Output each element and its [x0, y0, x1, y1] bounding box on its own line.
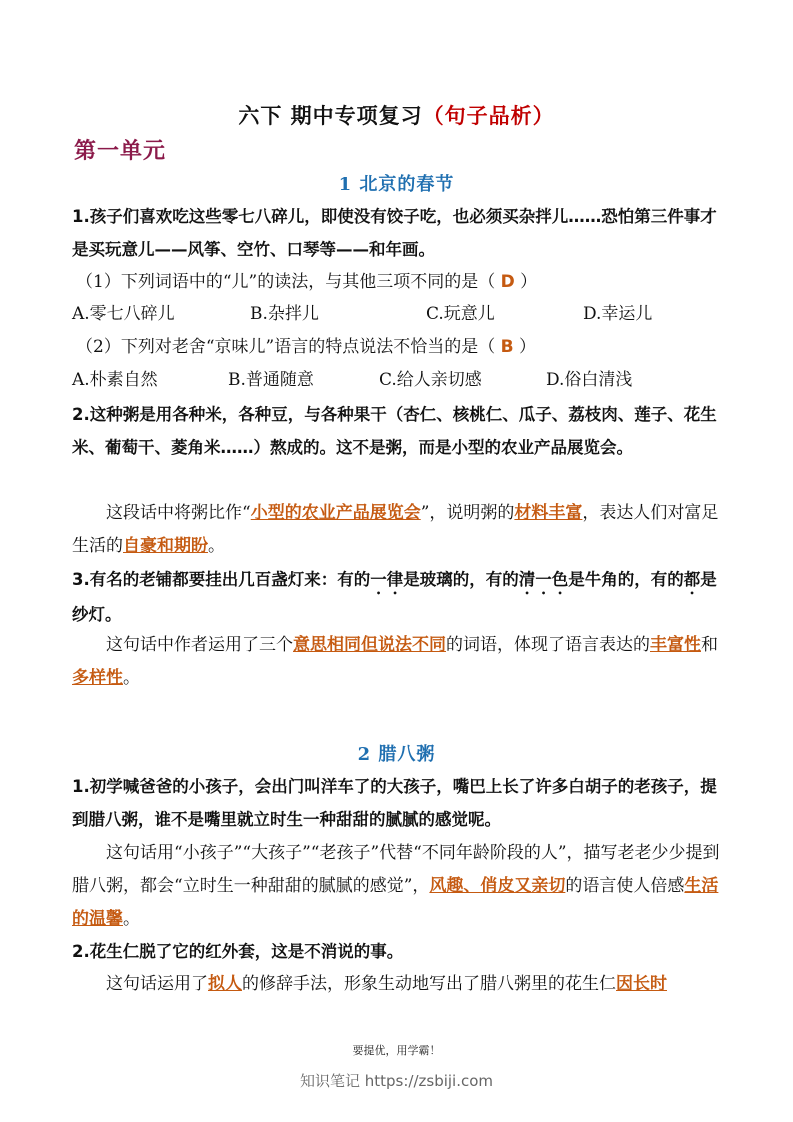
- option-c: C.给人亲切感: [379, 370, 482, 390]
- sub1-pre: （1）下列词语中的“儿”的读法，与其他三项不同的是（: [76, 272, 496, 292]
- answer-text: 的词语，体现了语言表达的: [446, 635, 650, 655]
- lesson2-q1-text: 1.初学喊爸爸的小孩子，会出门叫洋车了的大孩子，嘴巴上长了许多白胡子的老孩子，提到腊八粥，谁不是嘴里就立时生一种甜甜的腻腻的感觉呢。: [72, 777, 717, 829]
- q3-text: 3.有名的老铺都要挂出几百盏灯来：有的: [72, 570, 371, 589]
- footer-slogan: 要提优，用学霸！: [352, 1044, 441, 1057]
- answer-text: 这句话运用了: [106, 974, 208, 994]
- answer-text: 。: [123, 909, 140, 929]
- option-b: B.杂拌儿: [250, 304, 319, 324]
- lesson1-q1-options2: [72, 364, 722, 397]
- answer-blank: 拟人: [208, 974, 242, 994]
- answer-text: 这句话用“小孩子”“大孩子”“老孩子”代替“不同年龄阶段的人”，描写老老少少提到腊八粥，都会“立时生一种甜甜的腻腻的感觉”，: [72, 843, 720, 896]
- option-a: A.零七八碎儿: [72, 304, 175, 324]
- option-d: D.俗白清浅: [546, 370, 633, 390]
- answer-blank: 丰富性: [650, 635, 701, 655]
- title-main: 六下 期中专项复习: [238, 103, 423, 128]
- lesson1-heading: 1 北京的春节: [338, 174, 455, 195]
- sub2-post: ）: [518, 337, 536, 357]
- option-c: C.玩意儿: [426, 304, 495, 324]
- sub1-answer: D: [500, 272, 515, 292]
- answer-text: 。: [208, 536, 225, 556]
- answer-text: 的语言使人倍感: [565, 876, 685, 896]
- lesson2-heading: 2 腊八粥: [357, 744, 436, 765]
- lesson1-q1-options1: [72, 298, 722, 331]
- answer-text: 和: [701, 635, 718, 655]
- answer-text: 这句话中作者运用了三个: [106, 635, 293, 655]
- q3-emphasis: 清一色: [518, 570, 569, 589]
- sub1-post: ）: [520, 272, 538, 292]
- option-b: B.普通随意: [228, 370, 314, 390]
- lesson1-q2-text: 2.这种粥是用各种米，各种豆，与各种果干（杏仁、核桃仁、瓜子、荔枝肉、莲子、花生米、葡萄干、菱角米……）熬成的。这不是粥，而是小型的农业产品展览会。: [72, 405, 717, 457]
- q3-emphasis: 一律: [370, 570, 404, 589]
- unit-heading: 第一单元: [74, 138, 167, 164]
- q3-text: 是牛角的，有的: [568, 570, 684, 589]
- lesson2-q1-answer: [72, 837, 722, 936]
- lesson1-q3-text: [72, 563, 722, 631]
- lesson1-q1-text: 1.孩子们喜欢吃这些零七八碎儿，即使没有饺子吃，也必须买杂拌儿……恐怕第三件事才是买玩意儿——风筝、空竹、口琴等——和年画。: [72, 207, 717, 259]
- option-a: A.朴素自然: [72, 370, 158, 390]
- answer-blank: 意思相同但说法不同: [293, 635, 446, 655]
- answer-text: 。: [123, 668, 140, 688]
- lesson2-q2-text: 2.花生仁脱了它的红外套，这是不消说的事。: [72, 942, 404, 961]
- answer-blank: 多样性: [72, 668, 123, 688]
- answer-blank: 生活的温馨: [72, 876, 719, 929]
- title-paren: （句子品析）: [422, 103, 555, 128]
- answer-text: 这段话中将粥比作“: [106, 503, 251, 523]
- answer-text: ”，说明粥的: [420, 503, 515, 523]
- answer-blank: 自豪和期盼: [123, 536, 208, 556]
- footer-watermark: 知识笔记 https://zsbiji.com: [299, 1072, 494, 1090]
- page-title: [0, 100, 793, 130]
- lesson1-q1-sub1: [76, 266, 726, 299]
- sub2-pre: （2）下列对老舍“京味儿”语言的特点说法不恰当的是（: [76, 337, 496, 357]
- answer-blank: 材料丰富: [514, 503, 583, 523]
- lesson1-q2-answer: [72, 497, 722, 563]
- q3-text: 是纱灯。: [72, 570, 717, 624]
- answer-blank: 因长时: [616, 974, 667, 994]
- q3-emphasis: 都: [683, 570, 701, 589]
- q3-text: 是玻璃的，有的: [403, 570, 519, 589]
- lesson1-q1-sub2: [76, 331, 726, 364]
- answer-blank: 小型的农业产品展览会: [250, 503, 421, 523]
- answer-blank: 风趣、俏皮又亲切: [429, 876, 566, 896]
- lesson1-q3-answer: [72, 629, 722, 695]
- answer-text: 的修辞手法，形象生动地写出了腊八粥里的花生仁: [242, 974, 616, 994]
- lesson2-q2-answer: [72, 968, 722, 1001]
- sub2-answer: B: [500, 337, 514, 357]
- option-d: D.幸运儿: [583, 304, 653, 324]
- answer-text: ，表达人们对富足生活的: [72, 503, 719, 556]
